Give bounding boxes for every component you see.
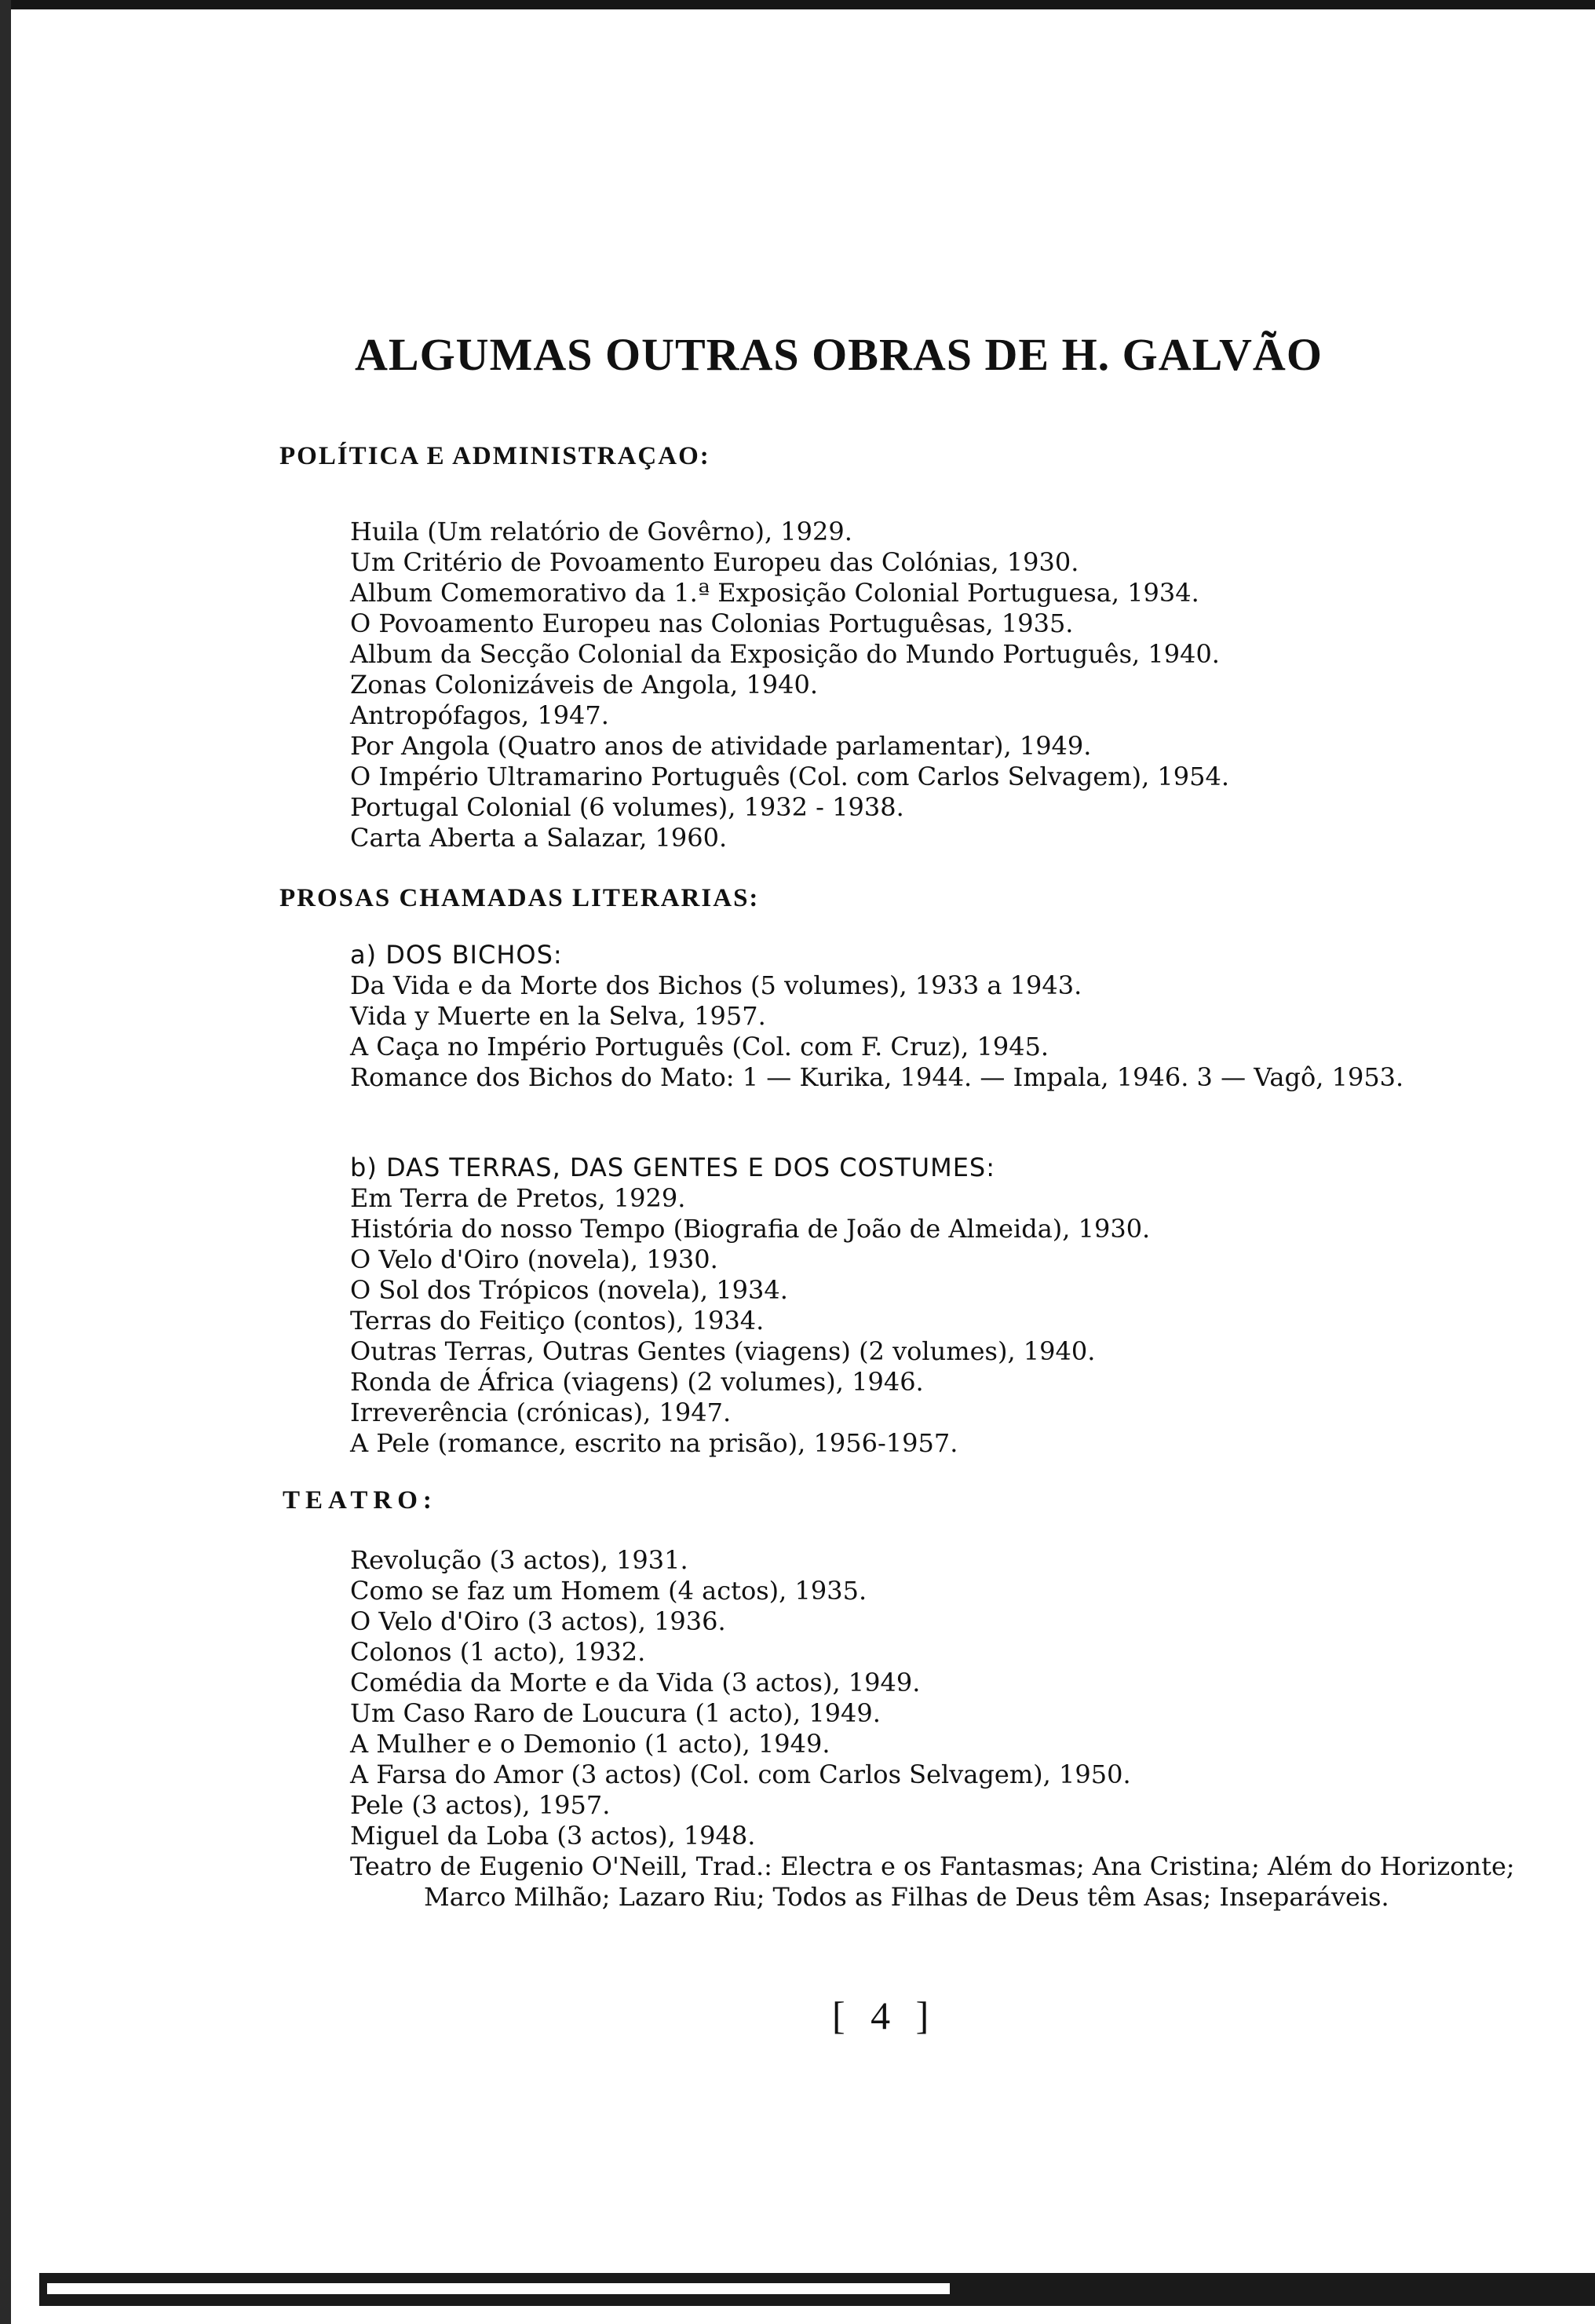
list-item: O Povoamento Europeu nas Colonias Portuguêsas, 1935. — [350, 608, 1074, 638]
list-item: Da Vida e da Morte dos Bichos (5 volumes), 1933 a 1943. — [350, 970, 1082, 1000]
subsection-label-terras: b) DAS TERRAS, DAS GENTES E DOS COSTUMES: — [350, 1153, 995, 1182]
list-item: Por Angola (Quatro anos de atividade parlamentar), 1949. — [350, 731, 1092, 761]
list-item: Irreverência (crónicas), 1947. — [350, 1398, 732, 1427]
list-item: A Caça no Império Português (Col. com F. Cruz), 1945. — [350, 1032, 1049, 1062]
list-item: A Farsa do Amor (3 actos) (Col. com Carlos Selvagem), 1950. — [350, 1759, 1131, 1789]
list-item: Huila (Um relatório de Govêrno), 1929. — [350, 517, 852, 546]
list-item: Antropófagos, 1947. — [350, 700, 609, 730]
list-item: Zonas Colonizáveis de Angola, 1940. — [350, 670, 818, 700]
list-item: Em Terra de Pretos, 1929. — [350, 1183, 686, 1213]
list-item: Romance dos Bichos do Mato: 1 — Kurika, 1944. — Impala, 1946. 3 — Vagô, 1953. — [350, 1062, 1404, 1092]
list-item: Comédia da Morte e da Vida (3 actos), 1949. — [350, 1668, 921, 1697]
list-item: História do nosso Tempo (Biografia de João de Almeida), 1930. — [350, 1214, 1151, 1244]
left-border — [0, 0, 11, 2324]
subsection-label-bichos: a) DOS BICHOS: — [350, 940, 563, 970]
top-border — [0, 0, 1595, 9]
list-item: Terras do Feitiço (contos), 1934. — [350, 1306, 765, 1336]
list-item: A Mulher e o Demonio (1 acto), 1949. — [350, 1729, 830, 1759]
page-number: [ 4 ] — [832, 1993, 937, 2037]
list-item: A Pele (romance, escrito na prisão), 1956-1957. — [350, 1428, 958, 1458]
list-item: O Sol dos Trópicos (novela), 1934. — [350, 1275, 788, 1305]
list-item: Vida y Muerte en la Selva, 1957. — [350, 1001, 766, 1031]
list-item: Album da Secção Colonial da Exposição do Mundo Português, 1940. — [350, 639, 1220, 669]
section-heading-politica: POLÍTICA E ADMINISTRAÇAO: — [279, 442, 710, 470]
section-heading-teatro: TEATRO: — [283, 1486, 437, 1515]
list-item: Album Comemorativo da 1.ª Exposição Colonial Portuguesa, 1934. — [350, 578, 1199, 608]
politica-list — [350, 517, 1559, 853]
list-item: Revolução (3 actos), 1931. — [350, 1545, 688, 1575]
list-item: Um Caso Raro de Loucura (1 acto), 1949. — [350, 1698, 881, 1728]
bottom-border-gap — [47, 2283, 950, 2294]
terras-list — [350, 1153, 1559, 1459]
list-item: O Velo d'Oiro (3 actos), 1936. — [350, 1606, 726, 1636]
page-title: ALGUMAS OUTRAS OBRAS DE H. GALVÃO — [355, 329, 1323, 380]
list-item: O Império Ultramarino Português (Col. com Carlos Selvagem), 1954. — [350, 762, 1230, 791]
list-item: O Velo d'Oiro (novela), 1930. — [350, 1244, 718, 1274]
list-item: Carta Aberta a Salazar, 1960. — [350, 823, 728, 853]
list-item: Teatro de Eugenio O'Neill, Trad.: Electra e os Fantasmas; Ana Cristina; Além do Horizonte; Marco Milhão; Lazaro Riu; Todos as Filhas de Deus têm Asas; Inseparáveis. — [350, 1851, 1515, 1912]
list-item: Ronda de África (viagens) (2 volumes), 1946. — [350, 1367, 924, 1397]
list-item: Outras Terras, Outras Gentes (viagens) (2 volumes), 1940. — [350, 1336, 1096, 1366]
teatro-list — [350, 1545, 1559, 1913]
list-item: Miguel da Loba (3 actos), 1948. — [350, 1821, 756, 1851]
list-item: Portugal Colonial (6 volumes), 1932 - 1938. — [350, 792, 904, 822]
bichos-list — [350, 940, 1559, 1093]
list-item: Como se faz um Homem (4 actos), 1935. — [350, 1576, 867, 1606]
section-heading-prosas: PROSAS CHAMADAS LITERARIAS: — [279, 884, 760, 912]
list-item: Pele (3 actos), 1957. — [350, 1790, 611, 1820]
list-item: Um Critério de Povoamento Europeu das Colónias, 1930. — [350, 547, 1079, 577]
list-item: Colonos (1 acto), 1932. — [350, 1637, 646, 1667]
